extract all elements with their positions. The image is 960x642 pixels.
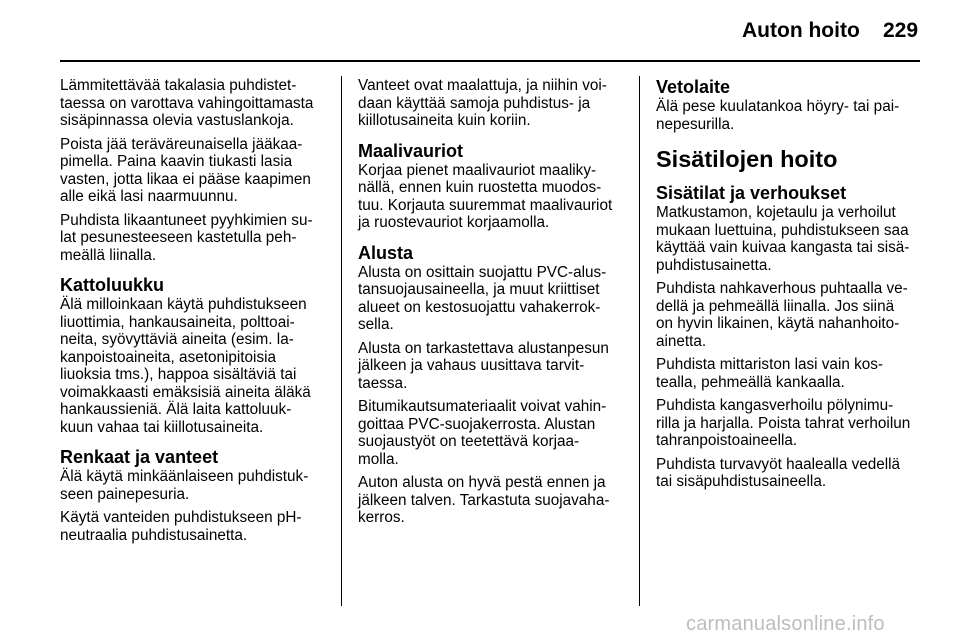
paragraph: Puhdista likaantuneet pyyhkimien su- lat pesunesteeseen kastetulla peh- meällä liinalla.	[60, 211, 313, 264]
heading-renkaat-ja-vanteet: Renkaat ja vanteet	[60, 447, 219, 467]
page-header	[0, 0, 960, 62]
heading-sisatilojen-hoito: Sisätilojen hoito	[656, 146, 838, 172]
paragraph: Lämmitettävää takalasia puhdistet- taessa on varottava vahingoittamasta sisäpinnassa olevia vastuslankoja.	[60, 77, 314, 129]
paragraph: Älä käytä minkäänlaiseen puhdistuk- seen painepesuria.	[60, 468, 309, 503]
heading-maalivauriot: Maalivauriot	[358, 140, 464, 161]
paragraph: Puhdista kangasverhoilu pölynimu- rilla ja harjalla. Poista tahrat verhoilun tahranpoistoaineella.	[656, 397, 911, 449]
heading-sisatilat-ja-verhoukset: Sisätilat ja verhoukset	[656, 183, 847, 203]
paragraph: Poista jää teräväreunaisella jääkaa- pimella. Paina kaavin tiukasti lasia vasten, jotta likaa ei pääse kaapimen alle eikä lasi naarmuunnu.	[60, 135, 311, 205]
column-divider-1	[341, 76, 342, 606]
paragraph: Bitumikautsumateriaalit voivat vahin- goittaa PVC-suojakerrosta. Alustan suojaustyöt on teetettävä korjaa- molla.	[358, 398, 607, 468]
paragraph: Alusta on tarkastettava alustanpesun jälkeen ja vahaus uusittava tarvit- taessa.	[358, 339, 609, 392]
paragraph: Puhdista turvavyöt haalealla vedellä tai sisäpuhdistusaineella.	[656, 455, 901, 490]
paragraph: Alusta on osittain suojattu PVC-alus- tansuojausaineella, ja muut kriittiset alueet on kestosuojattu vahakerrok- sella.	[358, 263, 607, 333]
paragraph: Vanteet ovat maalattuja, ja niihin voi- daan käyttää samoja puhdistus- ja kiillotusaineita kuin koriin.	[358, 77, 607, 129]
paragraph: Älä milloinkaan käytä puhdistukseen liuottimia, hankausaineita, polttoai- neita, syövyttäviä aineita (esim. la- kanpoistoaineita, asetonipitoisia liuoksia tms.), happoa sisältäviä tai voimakkaasti emäksisiä aineita äläkä hankaussieniä. Älä laita kattoluuk- kuun vahaa tai kiillotusaineita.	[60, 296, 311, 436]
paragraph: Käytä vanteiden puhdistukseen pH- neutraalia puhdistusainetta.	[60, 509, 302, 544]
column-3	[656, 77, 926, 497]
section-title: Auton hoito	[742, 19, 860, 42]
watermark: carmanualsonline.info	[686, 613, 885, 635]
column-1	[60, 77, 335, 550]
paragraph: Korjaa pienet maalivauriot maaliky- nällä, ennen kuin ruostetta muodos- tuu. Korjauta suuremmat maalivauriot ja ruostevauriot korjaamolla.	[358, 161, 613, 231]
heading-kattoluukku: Kattoluukku	[60, 275, 165, 295]
column-2	[358, 77, 633, 533]
heading-vetolaite: Vetolaite	[656, 77, 731, 97]
header-rule	[60, 60, 920, 62]
column-divider-2	[639, 76, 640, 606]
paragraph: Puhdista mittariston lasi vain kos- tealla, pehmeällä kankaalla.	[656, 356, 883, 391]
paragraph: Puhdista nahkaverhous puhtaalla ve- dellä ja pehmeällä liinalla. Jos siinä on hyvin likainen, käytä nahanhoito- ainetta.	[656, 280, 908, 350]
page-number: 229	[883, 19, 919, 42]
paragraph: Älä pese kuulatankoa höyry- tai pai- nepesurilla.	[656, 98, 900, 133]
heading-alusta: Alusta	[358, 242, 414, 263]
paragraph: Auton alusta on hyvä pestä ennen ja jälkeen talven. Tarkastuta suojavaha- kerros.	[358, 474, 610, 526]
paragraph: Matkustamon, kojetaulu ja verhoilut mukaan luettuina, puhdistukseen saa käyttää vain kuivaa kangasta tai sisä- puhdistusainetta.	[656, 204, 910, 274]
